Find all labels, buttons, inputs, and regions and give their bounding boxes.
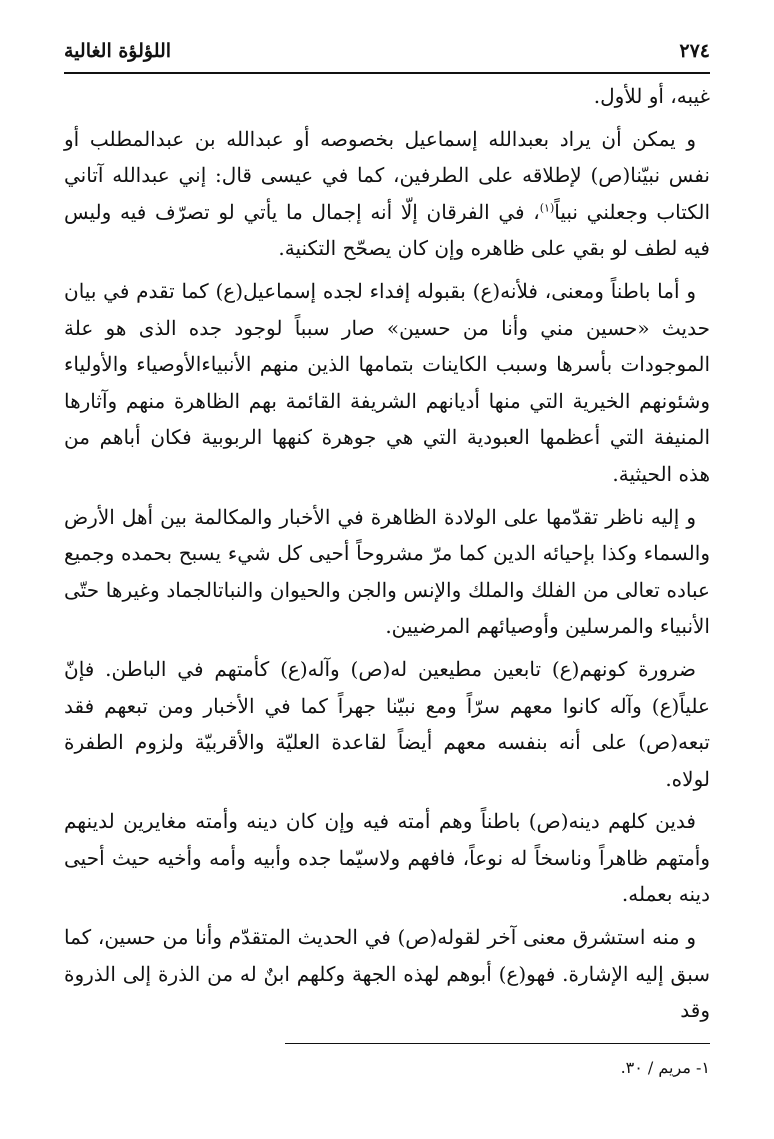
paragraph: غيبه، أو للأول. [593,84,710,108]
paragraph: و أما باطناً ومعنى، فلأنه(ع) بقبوله إفداء لجده إسماعيل(ع) كما تقدم في بيان حديث «حسين مني وأنا من حسين» صار سبباً لوجود جده الذى هو علة الموجودات بأسرها وسبب الكاينات بتمامها الذين منهم الأنبياءالأوصياء والأولياء وشئونهم الخيرية التي منها أديانهم الشريفة القائمة بهم الظاهرة منهم وآثارها المنيفة التي أعظمها العبودية التي هي جوهرة كنهها الربوبية فكان أباهم من هذه الحيثية. [64,278,710,486]
running-title: اللؤلؤة الغالية [64,40,172,62]
paragraph: و إليه ناظر تقدّمها على الولادة الظاهرة في الأخبار والمكالمة بين أهل الأرض والسماء وكذا بإحيائه الدين كما مرّ مشروحاً أحيى كل شيء يسبح بحمده وجميع عباده تعالى من الفلك والملك والإنس والجن والحيوان والنباتالجماد وغيرها حتّى الأنبياء والمرسلين وأوصيائهم المرضيين. [64,504,710,639]
paragraph-text: و يمكن أن يراد بعبدالله إسماعيل بخصوصه أو عبدالله بن عبدالمطلب أو نفس نبيّنا(ص) لإطلاقه على الطرفين، كما في عيسى قال: إني عبدالله آتاني الكتاب وجعلني نبياً [64,126,711,224]
paragraph: ضرورة كونهم(ع) تابعين مطيعين له(ص) وآله(ع) كأمتهم في الباطن. فإنّ علياً(ع) وآله كانوا معهم سرّاً ومع نبيّنا جهراً كما في الأخبار ومن تبعهم فقد تبعه(ص) على أنه بنفسه معهم أيضاً لقاعدة العليّة والأقربيّة ولزوم الطفرة لولاه. [64,656,710,791]
paragraph: و منه استشرق معنى آخر لقوله(ص) في الحديث المتقدّم وأنا من حسين، كما سبق إليه الإشارة. فهو(ع) أبوهم لهذه الجهة وكلهم ابنٌ له من الذرة إلى الذروة وقد [64,925,710,1023]
footnote-divider [285,1043,710,1044]
paragraph [64,121,710,267]
paragraph-text: ، في الفرقان إلّا أنه إجمال ما يأتي لو تصرّف فيه وليس فيه لطف لو بقي على ظاهره وإن كان يصحّح التكنية. [64,199,710,261]
paragraph: فدين كلهم دينه(ص) باطناً وهم أمته فيه وإن كان دينه وأمته مغايرين لدينهم وأمتهم ظاهراً وناسخاً له نوعاً، فافهم ولاسيّما جده وأبيه وأمه وأخيه حيث أحيى دينه بعمله. [64,809,710,907]
page-number: ٢٧٤ [679,40,710,62]
running-header [64,38,710,74]
footnote-marker: (١) [539,201,555,215]
main-text [64,78,710,1035]
footnote: ١- مريم / ٣٠. [620,1058,710,1077]
